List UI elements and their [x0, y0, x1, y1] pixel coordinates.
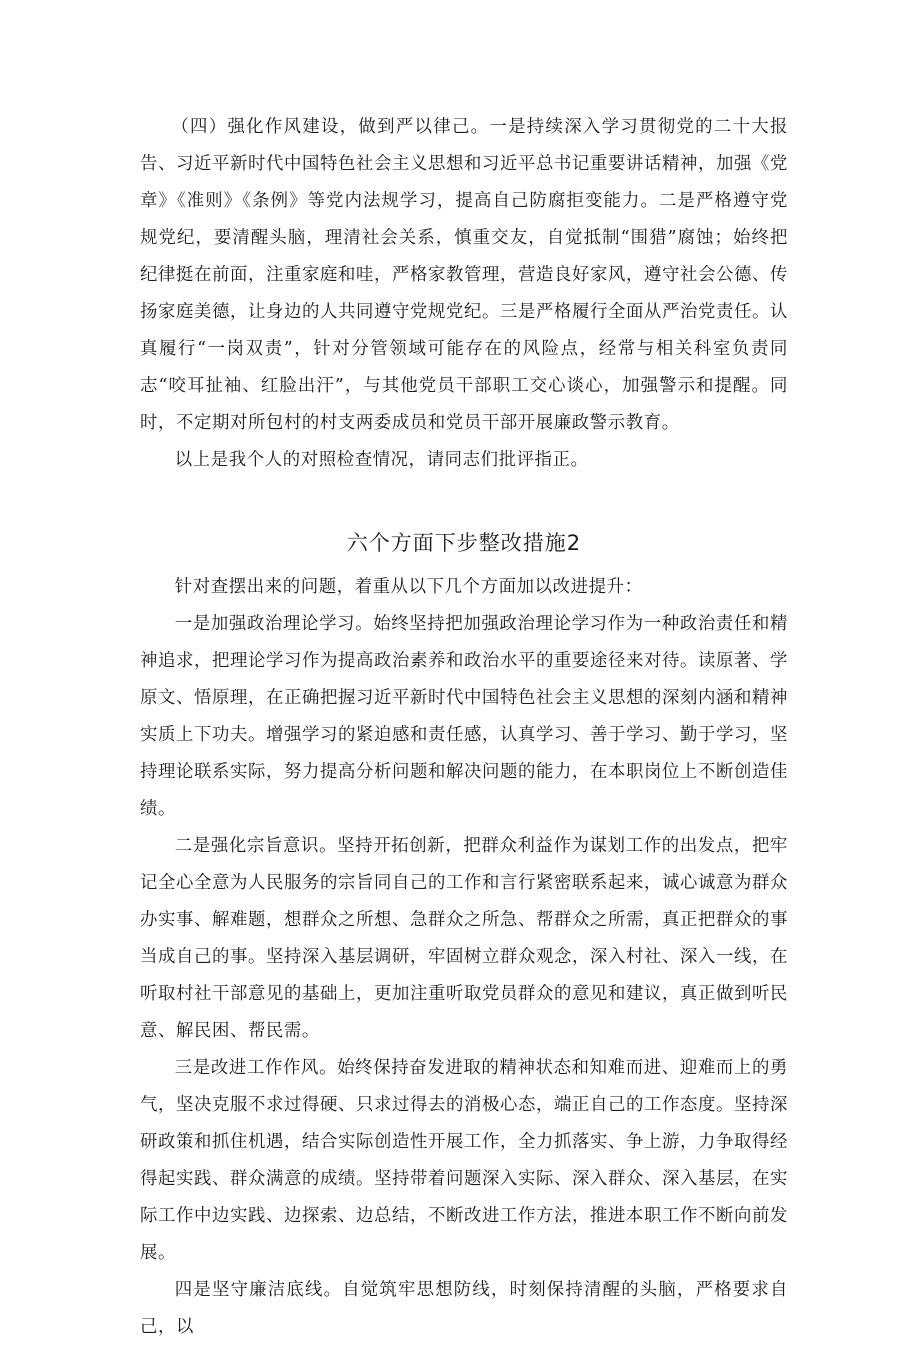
paragraph-item-1: 一是加强政治理论学习。始终坚持把加强政治理论学习作为一种政治责任和精神追求，把理论学习作为提高政治素养和政治水平的重要途径来对待。读原著、学原文、悟原理，在正确把握习近平新时代中国特色社会主义思想的深刻内涵和精神实质上下功夫。增强学习的紧迫感和责任感，认真学习、善于学习、勤于学习，坚持理论联系实际，努力提高分析问题和解决问题的能力，在本职岗位上不断创造佳绩。 — [140, 614, 788, 819]
paragraph-item-2: 二是强化宗旨意识。坚持开拓创新，把群众利益作为谋划工作的出发点，把牢记全心全意为人民服务的宗旨同自己的工作和言行紧密联系起来，诚心诚意为群众办实事、解难题，想群众之所想、急群众之所急、帮群众之所需，真正把群众的事当成自己的事。坚持深入基层调研，牢固树立群众观念，深入村社、深入一线，在听取村社干部意见的基础上，更加注重听取党员群众的意见和建议，真正做到听民意、解民困、帮民需。 — [140, 836, 788, 1041]
paragraph-intro: 针对查摆出来的问题，着重从以下几个方面加以改进提升： — [174, 577, 643, 597]
paragraph-closing: 以上是我个人的对照检查情况，请同志们批评指正。 — [174, 450, 589, 470]
document-body — [140, 109, 788, 1346]
section-title: 六个方面下步整改措施2 — [346, 531, 582, 555]
paragraph-item-3: 三是改进工作作风。始终保持奋发进取的精神状态和知难而进、迎难而上的勇气，坚决克服不求过得硬、只求过得去的消极心态，端正自己的工作态度。坚持深研政策和抓住机遇，结合实际创造性开展工作，全力抓落实、争上游，力争取得经得起实践、群众满意的成绩。坚持带着问题深入实际、深入群众、深入基层，在实际工作中边实践、边探索、边总结，不断改进工作方法，推进本职工作不断向前发展。 — [140, 1058, 788, 1263]
paragraph-item-4: 四是坚守廉洁底线。自觉筑牢思想防线，时刻保持清醒的头脑，严格要求自己，以 — [140, 1280, 788, 1337]
paragraph-style-building: （四）强化作风建设，做到严以律己。一是持续深入学习贯彻党的二十大报告、习近平新时代中国特色社会主义思想和习近平总书记重要讲话精神，加强《党章》《准则》《条例》等党内法规学习，提高自己防腐拒变能力。二是严格遵守党规党纪，要清醒头脑，理清社会关系，慎重交友，自觉抵制“围猎”腐蚀；始终把纪律挺在前面，注重家庭和哇，严格家教管理，营造良好家风，遵守社会公德、传扬家庭美德，让身边的人共同遵守党规党纪。三是严格履行全面从严治党责任。认真履行“一岗双责”，针对分管领域可能存在的风险点，经常与相关科室负责同志“咬耳扯袖、红脸出汗”，与其他党员干部职工交心谈心，加强警示和提醒。同时，不定期对所包村的村支两委成员和党员干部开展廉政警示教育。 — [140, 117, 788, 433]
